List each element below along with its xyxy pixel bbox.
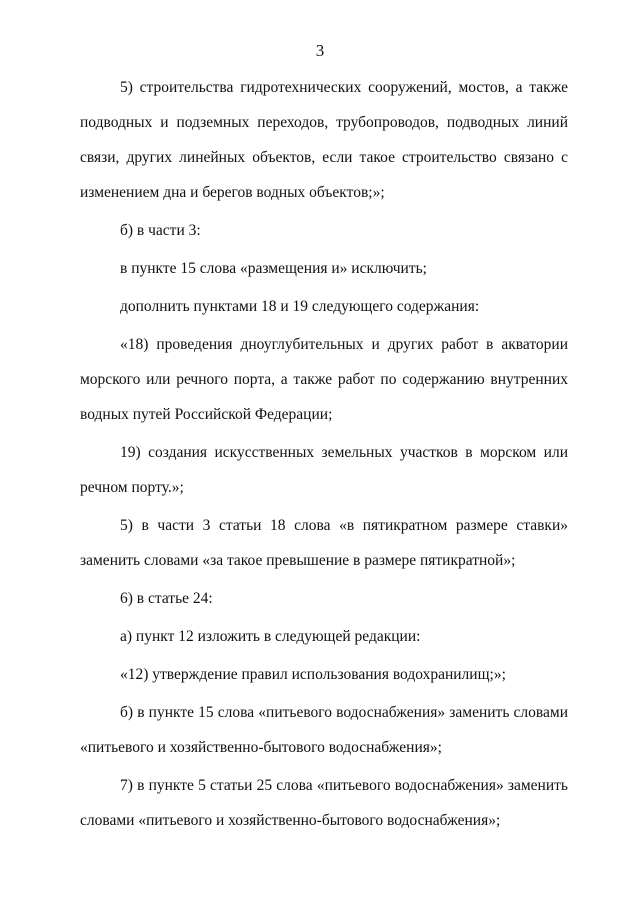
paragraph: [80, 219, 568, 242]
paragraph: [80, 257, 568, 280]
text-line: дополнить пунктами 18 и 19 следующего содержания:: [120, 298, 480, 315]
text-line: словами «питьевого и хозяйственно-бытового водоснабжения»;: [80, 812, 501, 829]
text-line: подводных и подземных переходов, трубопроводов, подводных линий: [80, 114, 568, 131]
paragraph: [80, 333, 568, 426]
text-line: а) пункт 12 изложить в следующей редакции:: [120, 628, 421, 645]
text-line: связи, других линейных объектов, если такое строительство связано с: [80, 149, 568, 166]
text-line: речном порту.»;: [80, 479, 184, 496]
text-line: 19) создания искусственных земельных участков в морском или: [120, 444, 568, 461]
paragraph: [80, 441, 568, 499]
paragraph: [80, 514, 568, 572]
text-line: б) в пункте 15 слова «питьевого водоснабжения» заменить словами: [120, 704, 568, 721]
text-line: морского или речного порта, а также работ по содержанию внутренних: [80, 371, 568, 388]
text-line: 6) в статье 24:: [120, 590, 213, 607]
text-line: «12) утверждение правил использования водохранилищ;»;: [120, 666, 506, 683]
text-line: заменить словами «за такое превышение в размере пятикратной»;: [80, 552, 516, 569]
text-line: «18) проведения дноуглубительных и других работ в акватории: [120, 336, 568, 353]
text-line: «питьевого и хозяйственно-бытового водоснабжения»;: [80, 739, 442, 756]
text-line: в пункте 15 слова «размещения и» исключить;: [120, 260, 427, 277]
paragraph: [80, 295, 568, 318]
paragraph: [80, 76, 568, 204]
document-body: [80, 76, 568, 832]
text-line: 7) в пункте 5 статьи 25 слова «питьевого водоснабжения» заменить: [120, 777, 568, 794]
paragraph: [80, 701, 568, 759]
paragraph: [80, 625, 568, 648]
text-line: изменением дна и берегов водных объектов;»;: [80, 184, 385, 201]
text-line: б) в части 3:: [120, 222, 201, 239]
paragraph: [80, 774, 568, 832]
text-line: 5) в части 3 статьи 18 слова «в пятикратном размере ставки»: [120, 517, 568, 534]
text-line: 5) строительства гидротехнических сооружений, мостов, а также: [120, 79, 568, 96]
page-number: 3: [315, 41, 325, 60]
paragraph: [80, 663, 568, 686]
text-line: водных путей Российской Федерации;: [80, 406, 333, 423]
paragraph: [80, 587, 568, 610]
